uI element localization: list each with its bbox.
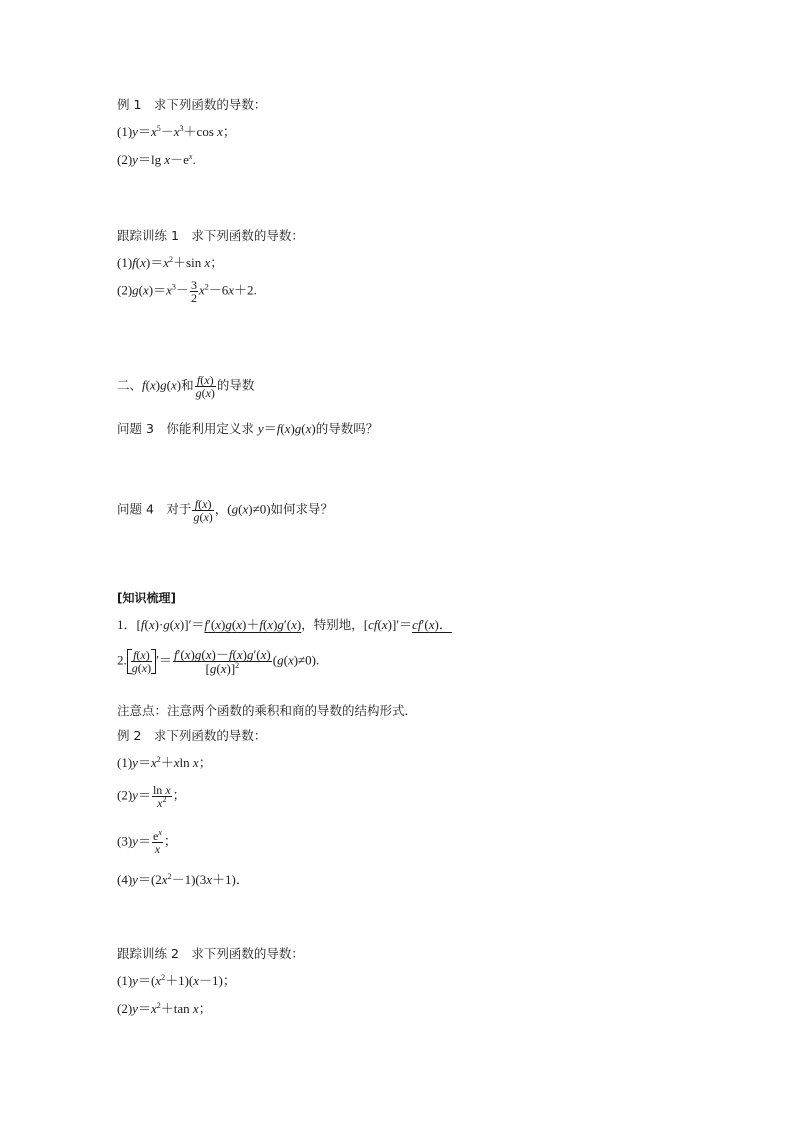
example-2-title: 例 2 求下列函数的导数： <box>117 728 267 743</box>
note-line: 注意点：注意两个函数的乘积和商的导数的结构形式． <box>117 703 418 718</box>
example-1-part-1: $(1)y=x^5-x^3+\cos$ x； <box>117 124 236 139</box>
example-2-part-2: (2)y＝ $\frac{\text{ln x}}{x^2}$ ； <box>117 783 186 810</box>
example-1-part-2: (2)y＝lg $x-e^x$. <box>117 152 196 167</box>
knowledge-summary-tag: [知识梳理] <box>117 591 176 605</box>
example-2-part-4: $(4)y=(2x^2-1)(3x+1)$． <box>117 872 249 887</box>
fraction-three-halves: $\frac{3}{2}$ <box>190 278 197 305</box>
practice-2-part-1: $(1)y=(x^2+1)(x-1)$； <box>117 973 236 988</box>
question-4: 问题 4 对于 $\frac{f(x)}{g(x)}$ ，(g(x)≠0)如何求导？ <box>117 497 334 524</box>
fraction-lnx-over-x2: $\frac{\text{ln x}}{x^2}$ <box>152 783 171 810</box>
fraction-ex-over-x: $\frac{e^x}{x}$ <box>152 828 162 856</box>
example-1-title: 例 1 求下列函数的导数： <box>117 97 267 112</box>
practice-2-title: 跟踪训练 2 求下列函数的导数： <box>117 946 304 961</box>
quotient-rule-fraction: $\frac{f'(x)g(x)-f(x)g'(x)}{[g(x)]^2}$ <box>173 647 271 676</box>
practice-2-part-2: $(2)y=x^2+\tan$ x； <box>117 1001 212 1016</box>
practice-1-part-1: $(1)f(x)=x^2+\sin$ x； <box>117 255 224 270</box>
fraction-f-over-g: $\frac{f(x)}{g(x)}$ <box>193 497 213 524</box>
question-3: 问题 3 你能利用定义求 y＝f(x)g(x)的导数吗？ <box>117 421 379 436</box>
quotient-rule: 2. $\frac{f(x)}{g(x)}$ ′＝ $\frac{f'(x)g(x)-f(x)g'(x)}{[g(x)]^2}$ (g(x)≠0). <box>117 647 320 676</box>
section-2-heading: 二、f(x)g(x)和 $\frac{f(x)}{g(x)}$ 的导数 <box>117 373 255 400</box>
bracket-f-over-g: $\frac{f(x)}{g(x)}$ <box>127 649 156 674</box>
example-2-part-1: $(1)y=x^2+xln$ x； <box>117 755 212 770</box>
fraction-f-over-g: $\frac{f(x)}{g(x)}$ <box>195 373 215 400</box>
product-rule: 1．[f(x)·g(x)]′＝f′(x)g(x)＋f(x)g′(x)，特别地，[cf(x)]′＝cf′(x)． <box>117 617 452 632</box>
practice-1-part-2: $(2)g(x)=x^3-$ $\frac{3}{2}$ $x^2-6x+2$. <box>117 278 257 305</box>
practice-1-title: 跟踪训练 1 求下列函数的导数： <box>117 228 304 243</box>
example-2-part-3: (3)y＝ $\frac{e^x}{x}$ ； <box>117 828 177 856</box>
